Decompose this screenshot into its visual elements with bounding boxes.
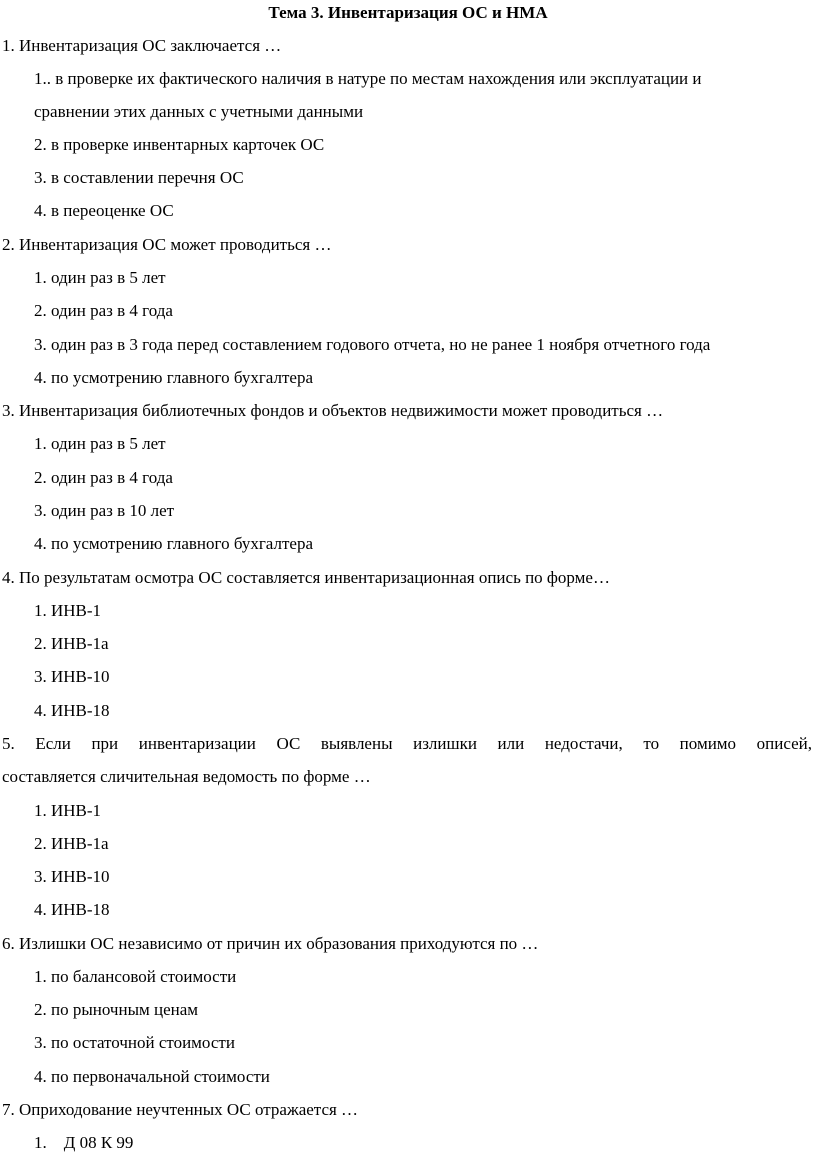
- question-2: 2. Инвентаризация ОС может проводиться …: [2, 235, 332, 254]
- q5-option-4: 4. ИНВ-18: [34, 900, 110, 919]
- q5-option-3: 3. ИНВ-10: [34, 867, 110, 886]
- q7-option-1: 1. Д 08 К 99: [34, 1133, 134, 1152]
- q3-option-2: 2. один раз в 4 года: [34, 468, 173, 487]
- q6-option-4: 4. по первоначальной стоимости: [34, 1067, 270, 1086]
- q1-option-3: 3. в составлении перечня ОС: [34, 168, 244, 187]
- q1-option-1-line2: сравнении этих данных с учетными данными: [34, 102, 364, 121]
- q1-option-4: 4. в переоценке ОС: [34, 201, 174, 220]
- q4-option-3: 3. ИНВ-10: [34, 667, 110, 686]
- q4-option-2: 2. ИНВ-1а: [34, 634, 109, 653]
- q4-option-1: 1. ИНВ-1: [34, 601, 102, 620]
- q4-option-4: 4. ИНВ-18: [34, 701, 110, 720]
- question-5-line2: составляется сличительная ведомость по форме …: [2, 767, 371, 786]
- question-4: 4. По результатам осмотра ОС составляется инвентаризационная опись по форме…: [2, 568, 610, 587]
- q2-option-1: 1. один раз в 5 лет: [34, 268, 166, 287]
- question-3: 3. Инвентаризация библиотечных фондов и объектов недвижимости может проводиться …: [2, 401, 664, 420]
- q3-option-3: 3. один раз в 10 лет: [34, 501, 175, 520]
- q6-option-1: 1. по балансовой стоимости: [34, 967, 237, 986]
- q2-option-2: 2. один раз в 4 года: [34, 301, 173, 320]
- q3-option-1: 1. один раз в 5 лет: [34, 434, 166, 453]
- page-title: Тема 3. Инвентаризация ОС и НМА: [268, 3, 548, 22]
- q5-option-1: 1. ИНВ-1: [34, 801, 102, 820]
- question-5-line1: 5. Если при инвентаризации ОС выявлены излишки или недостачи, то помимо описей,: [2, 734, 812, 753]
- q1-option-1-line1: 1.. в проверке их фактического наличия в натуре по местам нахождения или эксплуатации и: [34, 69, 702, 88]
- q3-option-4: 4. по усмотрению главного бухгалтера: [34, 534, 313, 553]
- q6-option-3: 3. по остаточной стоимости: [34, 1033, 235, 1052]
- q6-option-2: 2. по рыночным ценам: [34, 1000, 199, 1019]
- question-1: 1. Инвентаризация ОС заключается …: [2, 36, 282, 55]
- q2-option-4: 4. по усмотрению главного бухгалтера: [34, 368, 313, 387]
- question-7: 7. Оприходование неучтенных ОС отражается …: [2, 1100, 359, 1119]
- question-6: 6. Излишки ОС независимо от причин их образования приходуются по …: [2, 934, 539, 953]
- q1-option-2: 2. в проверке инвентарных карточек ОС: [34, 135, 325, 154]
- q2-option-3: 3. один раз в 3 года перед составлением годового отчета, но не ранее 1 ноября отчетного года: [34, 335, 711, 354]
- q5-option-2: 2. ИНВ-1а: [34, 834, 109, 853]
